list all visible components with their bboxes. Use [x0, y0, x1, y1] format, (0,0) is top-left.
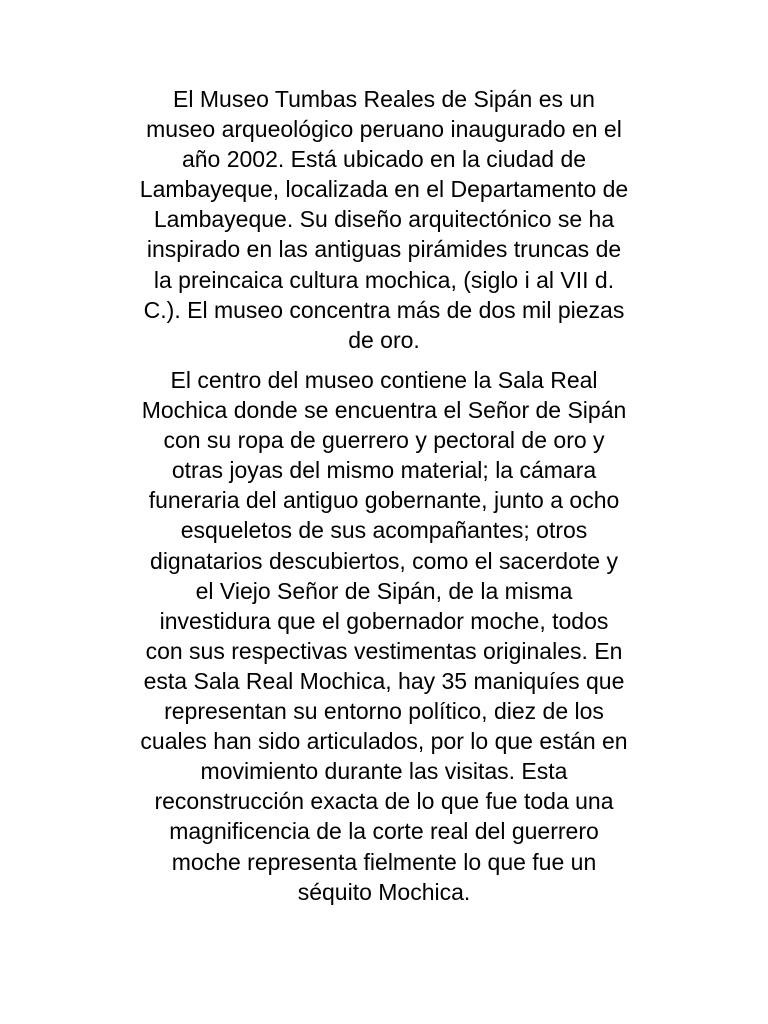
paragraph-1	[100, 84, 668, 355]
paragraph-2	[100, 365, 668, 907]
text-line: con su ropa de guerrero y pectoral de oro y	[163, 427, 605, 454]
text-line: reconstrucción exacta de lo que fue toda una	[154, 788, 614, 815]
text-line: El centro del museo contiene la Sala Real	[170, 367, 598, 393]
text-line: C.). El museo concentra más de dos mil piezas	[143, 296, 625, 323]
text-line: museo arqueológico peruano inaugurado en el	[146, 116, 622, 143]
text-line: la preincaica cultura mochica, (siglo i al VII d.	[153, 266, 615, 293]
text-line: séquito Mochica.	[297, 878, 471, 905]
text-line: esta Sala Real Mochica, hay 35 maniquíes que	[143, 667, 625, 694]
text-line: el Viejo Señor de Sipán, de la misma	[195, 577, 573, 604]
text-line: de oro.	[348, 326, 420, 353]
text-line: Lambayeque, localizada en el Departamento de	[139, 176, 629, 203]
text-line: Lambayeque. Su diseño arquitectónico se ha	[153, 206, 615, 233]
text-line: cuales han sido articulados, por lo que están en	[140, 728, 628, 755]
text-line: investidura que el gobernador moche, todos	[159, 607, 609, 634]
text-line: otras joyas del mismo material; la cámara	[171, 457, 597, 484]
text-line: con sus respectivas vestimentas originales. En	[145, 637, 623, 664]
text-line: funeraria del antiguo gobernante, junto a ocho	[148, 487, 620, 514]
text-line: movimiento durante las visitas. Esta	[200, 758, 568, 785]
text-line: inspirado en las antiguas pirámides truncas de	[146, 236, 622, 263]
text-line: Mochica donde se encuentra el Señor de Sipán	[141, 397, 627, 424]
text-line: dignatarios descubiertos, como el sacerdote y	[150, 547, 618, 574]
text-line: representan su entorno político, diez de los	[164, 698, 604, 725]
text-line: moche representa fielmente lo que fue un	[171, 848, 597, 875]
text-line: magnificencia de la corte real del guerrero	[169, 818, 599, 845]
text-line: esqueletos de sus acompañantes; otros	[180, 517, 588, 544]
text-line: El Museo Tumbas Reales de Sipán es un	[173, 86, 595, 112]
text-line: año 2002. Está ubicado en la ciudad de	[181, 146, 587, 173]
